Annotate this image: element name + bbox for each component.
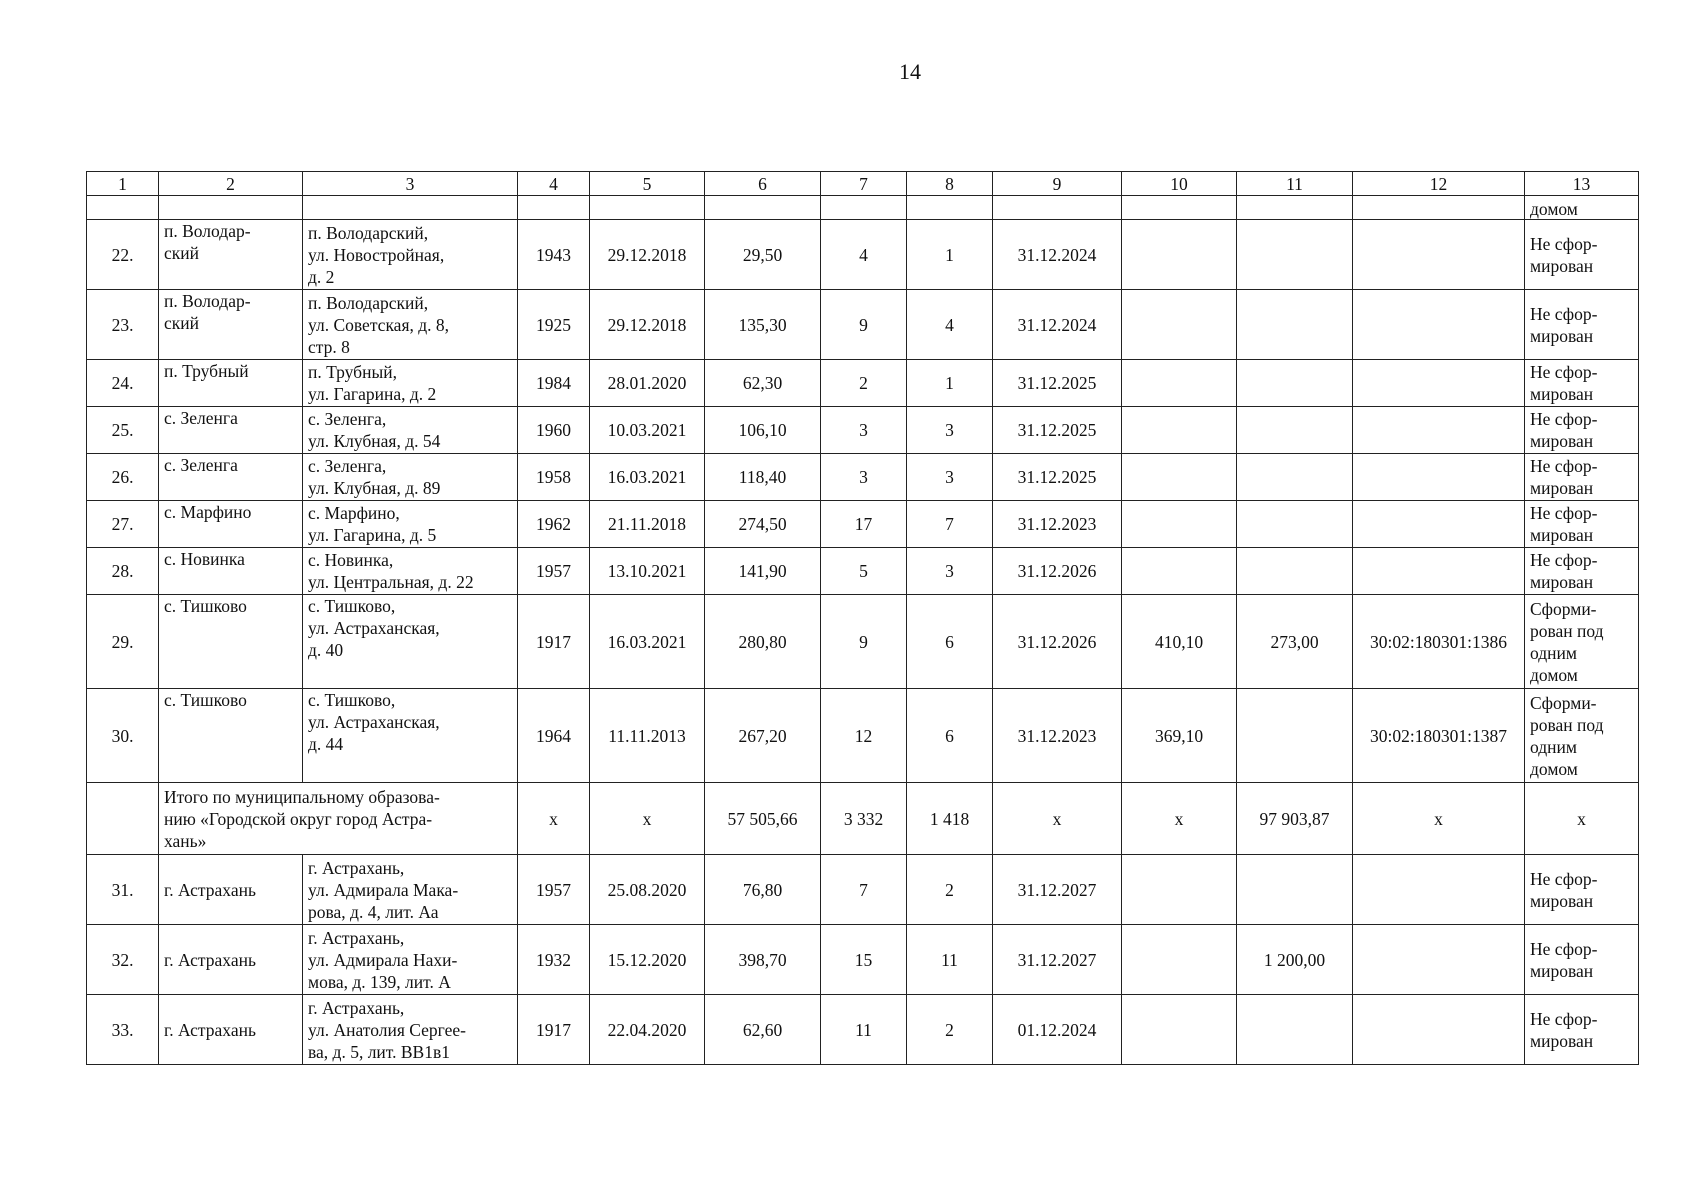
table-row <box>87 501 1639 548</box>
recognition-date: 22.04.2020 <box>590 995 705 1065</box>
column-number: 8 <box>907 172 993 196</box>
cadastral-number <box>1353 290 1525 360</box>
land-plot-status: домом <box>1525 196 1639 220</box>
row-number: 23. <box>87 290 159 360</box>
living-area: 267,20 <box>705 689 821 783</box>
land-area <box>1237 360 1353 407</box>
cadastral-number <box>1353 925 1525 995</box>
row-number: 26. <box>87 454 159 501</box>
settlement-name: г. Астрахань <box>159 855 303 925</box>
table-row <box>87 220 1639 290</box>
building-area <box>1122 855 1237 925</box>
building-area <box>1122 548 1237 595</box>
recognition-date: 10.03.2021 <box>590 407 705 454</box>
construction-year: 1932 <box>518 925 590 995</box>
apartments-count: 6 <box>907 689 993 783</box>
cadastral-number <box>1353 454 1525 501</box>
land-plot-status: Не сфор- мирован <box>1525 407 1639 454</box>
table-row <box>87 407 1639 454</box>
column-number: 7 <box>821 172 907 196</box>
building-area <box>1122 925 1237 995</box>
table-cell <box>1122 196 1237 220</box>
construction-year: 1917 <box>518 595 590 689</box>
planned-date: 01.12.2024 <box>993 995 1122 1065</box>
apartments-count: 3 <box>907 548 993 595</box>
cadastral-number <box>1353 548 1525 595</box>
construction-year: 1984 <box>518 360 590 407</box>
recognition-date: 13.10.2021 <box>590 548 705 595</box>
continuation-row <box>87 196 1639 220</box>
subtotal-value: х <box>1353 783 1525 855</box>
living-area: 141,90 <box>705 548 821 595</box>
table-row <box>87 925 1639 995</box>
subtotal-value: х <box>590 783 705 855</box>
apartments-count: 11 <box>907 925 993 995</box>
land-area <box>1237 290 1353 360</box>
cadastral-number <box>1353 220 1525 290</box>
building-address: п. Володарский, ул. Новостройная, д. 2 <box>303 220 518 290</box>
residents-count: 12 <box>821 689 907 783</box>
column-number: 2 <box>159 172 303 196</box>
building-address: с. Тишково, ул. Астраханская, д. 44 <box>303 689 518 783</box>
land-area <box>1237 407 1353 454</box>
recognition-date: 25.08.2020 <box>590 855 705 925</box>
building-address: п. Володарский, ул. Советская, д. 8, стр. 8 <box>303 290 518 360</box>
cadastral-number <box>1353 995 1525 1065</box>
cadastral-number <box>1353 407 1525 454</box>
cadastral-number <box>1353 360 1525 407</box>
planned-date: 31.12.2025 <box>993 360 1122 407</box>
building-area <box>1122 995 1237 1065</box>
subtotal-land-area: 97 903,87 <box>1237 783 1353 855</box>
planned-date: 31.12.2025 <box>993 454 1122 501</box>
planned-date: 31.12.2024 <box>993 290 1122 360</box>
building-address: с. Новинка, ул. Центральная, д. 22 <box>303 548 518 595</box>
table-row <box>87 689 1639 783</box>
cadastral-number: 30:02:180301:1386 <box>1353 595 1525 689</box>
apartments-count: 1 <box>907 220 993 290</box>
building-area: 410,10 <box>1122 595 1237 689</box>
planned-date: 31.12.2026 <box>993 595 1122 689</box>
living-area: 135,30 <box>705 290 821 360</box>
row-number: 27. <box>87 501 159 548</box>
column-number: 11 <box>1237 172 1353 196</box>
row-number: 28. <box>87 548 159 595</box>
land-area: 273,00 <box>1237 595 1353 689</box>
column-number: 3 <box>303 172 518 196</box>
land-plot-status: Сформи- рован под одним домом <box>1525 689 1639 783</box>
settlement-name: п. Володар- ский <box>159 290 303 360</box>
building-area <box>1122 501 1237 548</box>
building-address: с. Марфино, ул. Гагарина, д. 5 <box>303 501 518 548</box>
table-cell <box>821 196 907 220</box>
column-number: 4 <box>518 172 590 196</box>
subtotal-apartments: 1 418 <box>907 783 993 855</box>
settlement-name: п. Володар- ский <box>159 220 303 290</box>
column-number: 5 <box>590 172 705 196</box>
residents-count: 15 <box>821 925 907 995</box>
planned-date: 31.12.2025 <box>993 407 1122 454</box>
residents-count: 3 <box>821 407 907 454</box>
construction-year: 1957 <box>518 855 590 925</box>
land-area <box>1237 689 1353 783</box>
construction-year: 1958 <box>518 454 590 501</box>
living-area: 62,60 <box>705 995 821 1065</box>
building-address: г. Астрахань, ул. Анатолия Сергее- ва, д. 5, лит. ВВ1в1 <box>303 995 518 1065</box>
subtotal-value: х <box>518 783 590 855</box>
building-address: с. Тишково, ул. Астраханская, д. 40 <box>303 595 518 689</box>
row-number: 32. <box>87 925 159 995</box>
construction-year: 1960 <box>518 407 590 454</box>
living-area: 76,80 <box>705 855 821 925</box>
living-area: 280,80 <box>705 595 821 689</box>
column-number: 6 <box>705 172 821 196</box>
planned-date: 31.12.2026 <box>993 548 1122 595</box>
residents-count: 7 <box>821 855 907 925</box>
subtotal-living-area: 57 505,66 <box>705 783 821 855</box>
building-address: п. Трубный, ул. Гагарина, д. 2 <box>303 360 518 407</box>
subtotal-value: х <box>1122 783 1237 855</box>
land-area <box>1237 220 1353 290</box>
building-address: г. Астрахань, ул. Адмирала Нахи- мова, д. 139, лит. А <box>303 925 518 995</box>
table-row <box>87 548 1639 595</box>
row-number: 22. <box>87 220 159 290</box>
living-area: 29,50 <box>705 220 821 290</box>
land-area <box>1237 995 1353 1065</box>
column-number: 12 <box>1353 172 1525 196</box>
residents-count: 2 <box>821 360 907 407</box>
table-row <box>87 454 1639 501</box>
land-area <box>1237 501 1353 548</box>
column-number: 10 <box>1122 172 1237 196</box>
cadastral-number <box>1353 501 1525 548</box>
land-plot-status: Не сфор- мирован <box>1525 360 1639 407</box>
subtotal-residents: 3 332 <box>821 783 907 855</box>
settlement-name: г. Астрахань <box>159 995 303 1065</box>
cadastral-number: 30:02:180301:1387 <box>1353 689 1525 783</box>
table-cell <box>993 196 1122 220</box>
residents-count: 11 <box>821 995 907 1065</box>
table-row <box>87 995 1639 1065</box>
apartments-count: 3 <box>907 454 993 501</box>
recognition-date: 11.11.2013 <box>590 689 705 783</box>
recognition-date: 29.12.2018 <box>590 290 705 360</box>
land-area: 1 200,00 <box>1237 925 1353 995</box>
land-plot-status: Не сфор- мирован <box>1525 220 1639 290</box>
land-plot-status: Сформи- рован под одним домом <box>1525 595 1639 689</box>
residents-count: 4 <box>821 220 907 290</box>
settlement-name: с. Новинка <box>159 548 303 595</box>
building-area <box>1122 290 1237 360</box>
column-number: 13 <box>1525 172 1639 196</box>
building-area <box>1122 454 1237 501</box>
apartments-count: 4 <box>907 290 993 360</box>
row-number: 24. <box>87 360 159 407</box>
land-area <box>1237 454 1353 501</box>
construction-year: 1917 <box>518 995 590 1065</box>
settlement-name: с. Марфино <box>159 501 303 548</box>
planned-date: 31.12.2027 <box>993 855 1122 925</box>
land-plot-status: Не сфор- мирован <box>1525 925 1639 995</box>
land-plot-status: Не сфор- мирован <box>1525 290 1639 360</box>
living-area: 62,30 <box>705 360 821 407</box>
building-address: с. Зеленга, ул. Клубная, д. 89 <box>303 454 518 501</box>
apartments-count: 7 <box>907 501 993 548</box>
apartments-count: 3 <box>907 407 993 454</box>
recognition-date: 16.03.2021 <box>590 595 705 689</box>
table-cell <box>1237 196 1353 220</box>
table-cell <box>87 783 159 855</box>
table-row <box>87 290 1639 360</box>
table-cell <box>590 196 705 220</box>
planned-date: 31.12.2023 <box>993 689 1122 783</box>
row-number: 29. <box>87 595 159 689</box>
residents-count: 9 <box>821 290 907 360</box>
recognition-date: 15.12.2020 <box>590 925 705 995</box>
land-area <box>1237 548 1353 595</box>
building-address: с. Зеленга, ул. Клубная, д. 54 <box>303 407 518 454</box>
row-number: 33. <box>87 995 159 1065</box>
table-row <box>87 360 1639 407</box>
building-area <box>1122 407 1237 454</box>
row-number: 25. <box>87 407 159 454</box>
column-number: 9 <box>993 172 1122 196</box>
construction-year: 1943 <box>518 220 590 290</box>
land-area <box>1237 855 1353 925</box>
land-plot-status: Не сфор- мирован <box>1525 548 1639 595</box>
column-number-row <box>87 172 1639 196</box>
construction-year: 1957 <box>518 548 590 595</box>
table-cell <box>907 196 993 220</box>
table-cell <box>1353 196 1525 220</box>
table-row <box>87 595 1639 689</box>
building-area <box>1122 360 1237 407</box>
table-cell <box>705 196 821 220</box>
recognition-date: 21.11.2018 <box>590 501 705 548</box>
apartments-count: 2 <box>907 855 993 925</box>
settlement-name: г. Астрахань <box>159 925 303 995</box>
subtotal-row <box>87 783 1639 855</box>
construction-year: 1962 <box>518 501 590 548</box>
table-cell <box>303 196 518 220</box>
land-plot-status: Не сфор- мирован <box>1525 995 1639 1065</box>
living-area: 106,10 <box>705 407 821 454</box>
residents-count: 5 <box>821 548 907 595</box>
planned-date: 31.12.2023 <box>993 501 1122 548</box>
land-plot-status: Не сфор- мирован <box>1525 501 1639 548</box>
residents-count: 3 <box>821 454 907 501</box>
subtotal-label: Итого по муниципальному образова- нию «Городской округ город Астра- хань» <box>159 783 518 855</box>
row-number: 31. <box>87 855 159 925</box>
recognition-date: 16.03.2021 <box>590 454 705 501</box>
settlement-name: с. Тишково <box>159 689 303 783</box>
settlement-name: с. Зеленга <box>159 407 303 454</box>
apartments-count: 6 <box>907 595 993 689</box>
building-area: 369,10 <box>1122 689 1237 783</box>
row-number: 30. <box>87 689 159 783</box>
recognition-date: 28.01.2020 <box>590 360 705 407</box>
subtotal-value: х <box>993 783 1122 855</box>
table-row <box>87 855 1639 925</box>
land-plot-status: Не сфор- мирован <box>1525 855 1639 925</box>
apartments-count: 1 <box>907 360 993 407</box>
cadastral-number <box>1353 855 1525 925</box>
residents-count: 17 <box>821 501 907 548</box>
apartments-count: 2 <box>907 995 993 1065</box>
recognition-date: 29.12.2018 <box>590 220 705 290</box>
living-area: 118,40 <box>705 454 821 501</box>
residents-count: 9 <box>821 595 907 689</box>
construction-year: 1964 <box>518 689 590 783</box>
page-number: 14 <box>899 59 921 84</box>
building-address: г. Астрахань, ул. Адмирала Мака- рова, д. 4, лит. Аа <box>303 855 518 925</box>
settlement-name: п. Трубный <box>159 360 303 407</box>
subtotal-value: х <box>1525 783 1639 855</box>
construction-year: 1925 <box>518 290 590 360</box>
column-number: 1 <box>87 172 159 196</box>
table-cell <box>87 196 159 220</box>
planned-date: 31.12.2027 <box>993 925 1122 995</box>
settlement-name: с. Тишково <box>159 595 303 689</box>
housing-registry-table <box>86 171 1639 1065</box>
table-cell <box>159 196 303 220</box>
settlement-name: с. Зеленга <box>159 454 303 501</box>
living-area: 398,70 <box>705 925 821 995</box>
planned-date: 31.12.2024 <box>993 220 1122 290</box>
land-plot-status: Не сфор- мирован <box>1525 454 1639 501</box>
living-area: 274,50 <box>705 501 821 548</box>
table-cell <box>518 196 590 220</box>
building-area <box>1122 220 1237 290</box>
